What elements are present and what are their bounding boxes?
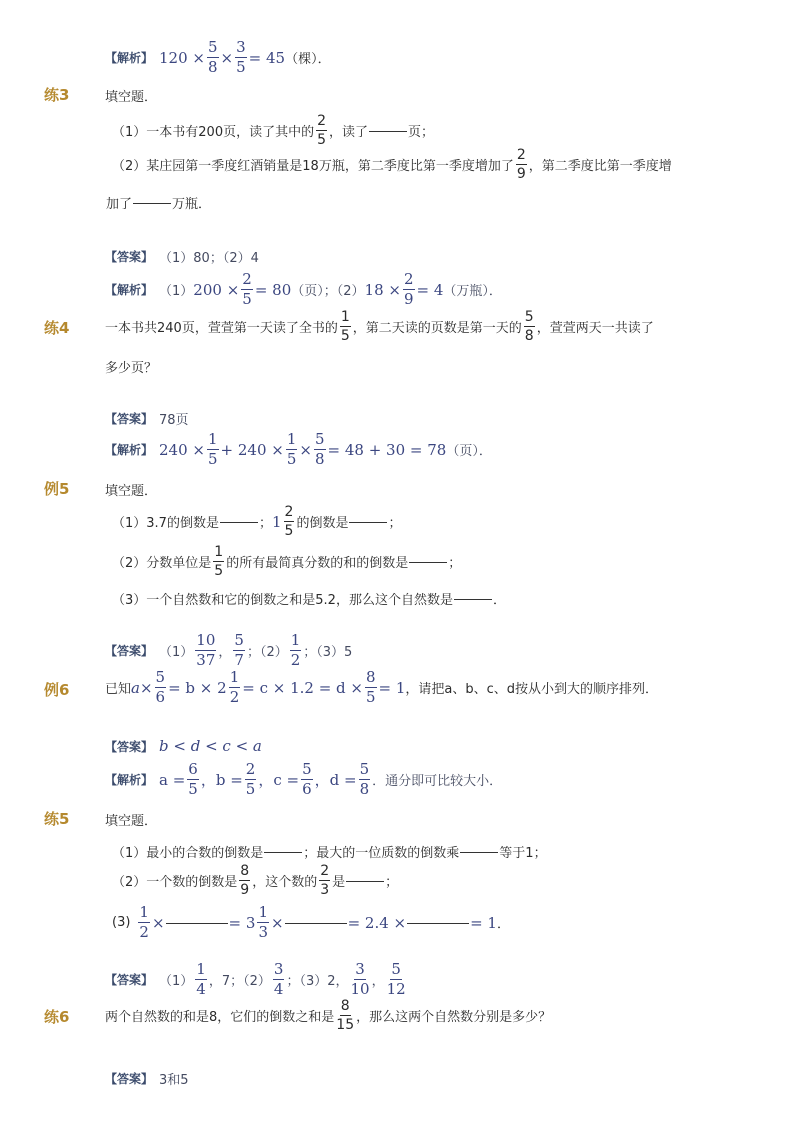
answer-line: 【答案】 78页 [105,412,189,428]
solution-line: 【解析】 240 × $\frac{1}{5}$ + 240 × $\frac{1}{5}$ × $\frac{5}{8}$ = 48 + 30 = 78 （页）． [105,430,492,468]
exercise-label: 练4 [44,319,70,337]
example-label: 例5 [44,480,70,498]
answer-blank [454,598,492,600]
answer-blank [409,561,447,563]
answer-blank [460,851,498,853]
answer-line: 【答案】 b < d < c < a [105,737,262,755]
exercise-label: 练6 [44,1008,70,1026]
question-stem: 填空题． [105,484,158,499]
solution-line-top: 【解析】 120 × $\frac{5}{8}$ × $\frac{3}{5}$ = 45 （棵）． [105,38,331,76]
answer-blank [346,880,384,882]
question-item-cont: 加了 万瓶． [106,197,212,212]
question-text: 已知 a × $\frac{5}{6}$ = b × 2 $\frac{1}{2}$ = c × 1.2 = d × $\frac{8}{5}$ = 1 ，请把a、b、c、d按从小到大的顺序排列． [105,668,659,706]
question-item: （1）3.7的倒数是 ； 1 $\frac{2}{5}$ 的倒数是 ； [112,504,402,539]
question-text-cont: 多少页？ [105,361,158,376]
question-stem: 填空题． [105,814,158,829]
answer-blank [285,922,347,924]
answer-blank [220,521,258,523]
answer-blank [166,922,228,924]
question-item: （1）一本书有200页，读了其中的 $\frac{2}{5}$ ，读了 页； [112,113,435,148]
answer-blank [264,851,302,853]
exercise-label: 练3 [44,86,70,104]
question-item: （2）分数单位是 $\frac{1}{5}$ 的所有最简真分数的和的倒数是 ； [112,544,462,579]
solution-line: 【解析】 a = $\frac{6}{5}$ ，b = $\frac{2}{5}$ ，c = $\frac{5}{6}$ ，d = $\frac{5}{8}$ ．通分即可比较大小． [105,760,503,798]
solution-tag: 【解析】 [105,51,154,65]
fraction: $\frac{3}{5}$ [236,38,246,76]
question-item: （1）最小的合数的倒数是 ；最大的一位质数的倒数乘 等于1； [112,846,547,861]
answer-blank [133,202,171,204]
answer-line: 【答案】 （1） $\frac{1}{4}$ ，7；（2） $\frac{3}{4}$ ；（3）2， $\frac{3}{10}$ ， $\frac{5}{12}$ [105,960,406,998]
question-stem: 填空题． [105,90,158,105]
exercise-label: 练5 [44,810,70,828]
question-item: （2）某庄园第一季度红酒销量是18万瓶，第二季度比第一季度增加了 $\frac{2}{9}$ ，第二季度比第一季度增 [112,147,672,182]
question-text: 一本书共240页，萱萱第一天读了全书的 $\frac{1}{5}$ ，第二天读的页数是第一天的 $\frac{5}{8}$ ，萱萱两天一共读了 [105,309,654,344]
question-text: 两个自然数的和是8，它们的倒数之和是 $\frac{8}{15}$ ，那么这两个自然数分别是多少？ [105,998,552,1033]
question-item: （2）一个数的倒数是 $\frac{8}{9}$ ，这个数的 $\frac{2}{3}$ 是 ； [112,863,399,898]
answer-line: 【答案】 3和5 [105,1072,189,1088]
solution-line: 【解析】 （1） 200 × $\frac{2}{5}$ = 80 （页）；（2） 18 × $\frac{2}{9}$ = 4 （万瓶）． [105,270,502,308]
fraction: $\frac{5}{8}$ [207,38,218,76]
example-label: 例6 [44,681,70,699]
answer-blank [349,521,387,523]
answer-blank [407,922,469,924]
question-item: （3）一个自然数和它的倒数之和是5.2，那么这个自然数是 ． [112,593,506,608]
answer-line: 【答案】 （1）80；（2）4 [105,250,259,266]
answer-line: 【答案】 （1） $\frac{10}{37}$ ， $\frac{5}{7}$ ；（2） $\frac{1}{2}$ ；（3）5 [105,631,353,669]
answer-blank [369,130,407,132]
question-item: (3) $\frac{1}{2}$ × = 3 $\frac{1}{3}$ × = 2.4 × = 1 ． [112,903,510,941]
